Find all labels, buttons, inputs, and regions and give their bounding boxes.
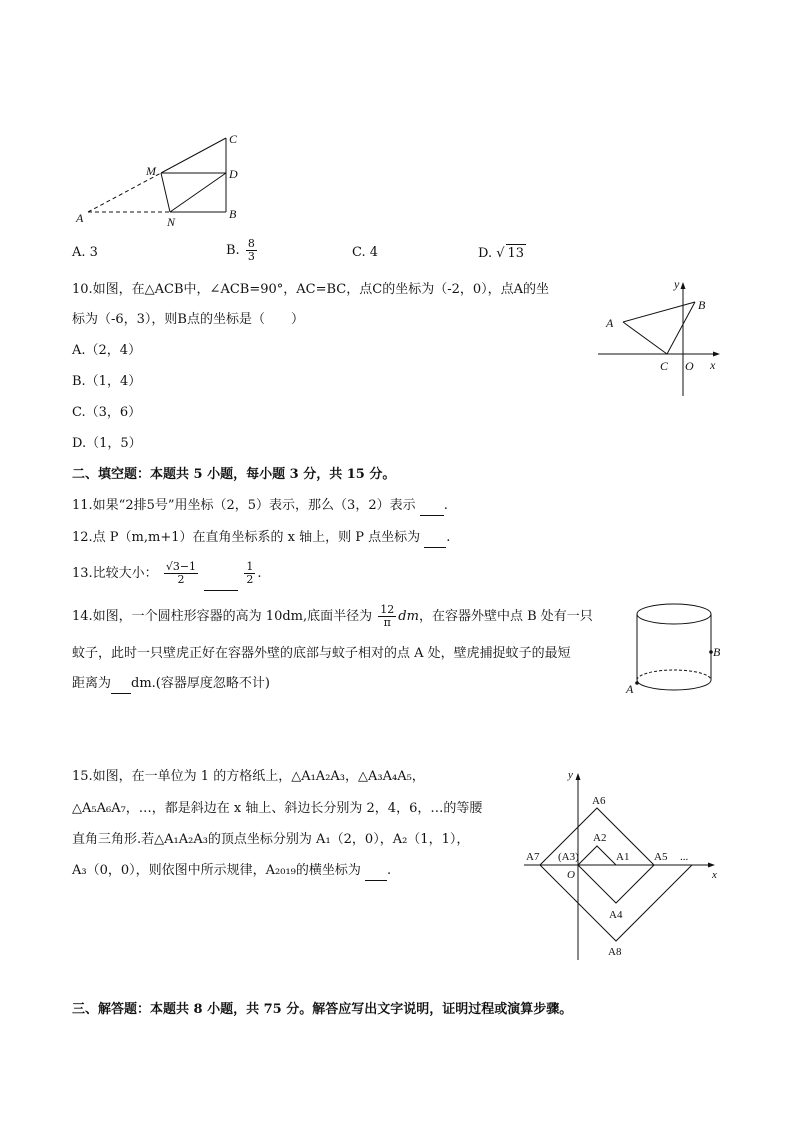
q15-line-4: A₃（0，0），则依图中所示规律，A₂₀₁₉的横坐标为 [72, 863, 361, 878]
label-a: A [626, 682, 634, 696]
section-2-text: 二、填空题：本题共 5 小题，每小题 3 分，共 15 分。 [72, 467, 396, 482]
q11-blank[interactable] [420, 497, 444, 516]
cylinder-bottom-back [637, 670, 711, 680]
figure-q10 [594, 276, 724, 400]
q13-end: . [257, 566, 262, 581]
q10-option-b: B.（1，4） [72, 374, 142, 389]
label-y: y [568, 769, 573, 781]
segment-ab [623, 302, 695, 322]
q14-line-3-b: dm.(容器厚度忽略不计) [131, 676, 270, 691]
q14-frac-den: π [383, 616, 391, 629]
label-a8: A8 [608, 946, 622, 958]
label-a: A [76, 211, 84, 225]
segment-ac [623, 322, 667, 354]
section-3-heading [72, 1001, 572, 1019]
label-o: O [685, 359, 694, 373]
q15-line-1: 15.如图，在一单位为 1 的方格纸上，△A₁A₂A₃，△A₃A₄A₅， [72, 769, 425, 784]
label-a6: A6 [592, 795, 606, 807]
label-n: N [167, 215, 176, 229]
q11 [72, 497, 448, 516]
q10-line-1: 10.如图，在△ACB中，∠ACB=90°，AC=BC，点C的坐标为（-2，0），点A的坐 [72, 282, 550, 297]
label-y: y [674, 277, 680, 291]
label-a7: A7 [526, 851, 540, 863]
segment-am [88, 173, 161, 212]
q13-blank[interactable] [204, 558, 238, 591]
q9-option-b [226, 238, 259, 263]
q9-option-b-fraction [246, 238, 257, 263]
q14-unit: dm [398, 609, 419, 624]
figure-q14-cylinder [624, 598, 728, 700]
cylinder-bottom-front [637, 680, 711, 690]
q13-fraction-2 [244, 561, 255, 586]
label-x: x [712, 869, 717, 881]
section-2-heading [72, 466, 395, 484]
q9-option-d-radicand: 13 [507, 246, 525, 261]
label-d: D [229, 167, 238, 181]
q9-option-d-prefix: D. [478, 246, 493, 261]
q9-option-d [478, 244, 526, 263]
q13-den-2: 2 [246, 573, 254, 586]
q12-end: . [446, 530, 451, 545]
q10-option-d: D.（1，5） [72, 436, 142, 451]
q14-line-1-b: ，在容器外壁中点 B 处有一只 [418, 609, 593, 624]
q11-text: 11.如果“2排5号”用坐标（2，5）表示，那么（3，2）表示 [72, 498, 416, 513]
q14-line-3-a: 距离为 [72, 676, 112, 691]
q15-blank[interactable] [365, 862, 387, 881]
label-c: C [229, 132, 238, 146]
q13-fraction-1 [164, 561, 198, 586]
label-o: O [567, 869, 575, 881]
q15-line-2: △A₅A₆A₇，…，都是斜边在 x 轴上、斜边长分别为 2，4，6，…的等腰 [72, 801, 483, 816]
q14-blank[interactable] [111, 675, 131, 694]
y-axis-arrow [681, 282, 686, 289]
q13-den-1: 2 [177, 573, 185, 586]
q9-option-a: A. 3 [72, 245, 98, 260]
label-m: M [146, 164, 156, 178]
label-c: C [660, 359, 669, 373]
q9-option-c: C. 4 [352, 245, 379, 260]
q12-text: 12.点 P（m,m+1）在直角坐标系的 x 轴上，则 P 点坐标为 [72, 530, 421, 545]
label-b: B [698, 298, 706, 312]
label-a2: A2 [593, 832, 607, 844]
label-a1: A1 [616, 851, 630, 863]
triangle-a1a2a3 [578, 846, 616, 865]
label-dots: ... [680, 851, 689, 863]
q13 [72, 558, 261, 590]
q10-option-a: A.（2，4） [72, 343, 142, 358]
label-b: B [229, 207, 237, 221]
segment-cb [667, 302, 695, 354]
label-x: x [710, 358, 716, 372]
q14-frac-num: 12 [380, 603, 395, 616]
segment-mc [161, 138, 226, 173]
label-a5: A5 [654, 851, 668, 863]
q14-line-2: 蚊子，此时一只壁虎正好在容器外壁的底部与蚊子相对的点 A 处，壁虎捕捉蚊子的最短 [72, 646, 571, 661]
q14-fraction [378, 604, 396, 629]
point-a [635, 681, 639, 685]
q13-num-1: √3−1 [165, 560, 197, 573]
q10-option-c: C.（3，6） [72, 405, 142, 420]
label-b: B [713, 645, 721, 659]
q9-option-b-num: 8 [247, 237, 255, 250]
cylinder-top [637, 604, 711, 624]
q14-line-1 [72, 600, 593, 634]
figure-q9 [70, 128, 250, 232]
q9-option-b-den: 3 [247, 250, 255, 263]
label-a: A [606, 316, 614, 330]
label-a3: (A3) [558, 851, 579, 863]
triangle-a3a4a5 [578, 865, 654, 903]
q10-line-2: 标为（-6，3），则B点的坐标是（ ） [72, 312, 304, 327]
q15-line-4-row [72, 862, 391, 881]
q12 [72, 529, 450, 548]
x-axis-arrow [713, 352, 720, 357]
q14-line-1-a: 14.如图，一个圆柱形容器的高为 10dm,底面半径为 [72, 609, 373, 624]
label-a4: A4 [609, 909, 623, 921]
q13-prefix: 13.比较大小： [72, 566, 158, 581]
q15-line-3: 直角三角形.若△A₁A₂A₃的顶点坐标分别为 A₁（2，0），A₂（1，1）， [72, 832, 470, 847]
q15-end: . [387, 863, 392, 878]
y-axis-arrow [576, 773, 581, 780]
section-3-text: 三、解答题：本题共 8 小题，共 75 分。解答应写出文字说明，证明过程或演算步骤。 [72, 1002, 573, 1017]
q9-option-b-prefix: B. [226, 243, 240, 258]
q12-blank[interactable] [424, 529, 446, 548]
q9-option-d-radical: √ [496, 246, 505, 261]
x-axis-arrow [708, 863, 715, 868]
segment-nd [170, 173, 226, 212]
q14-line-3 [72, 675, 270, 694]
segment-mn [161, 173, 170, 212]
q11-end: . [443, 498, 448, 513]
figure-q15 [520, 766, 725, 964]
q13-num-2: 1 [246, 560, 254, 573]
